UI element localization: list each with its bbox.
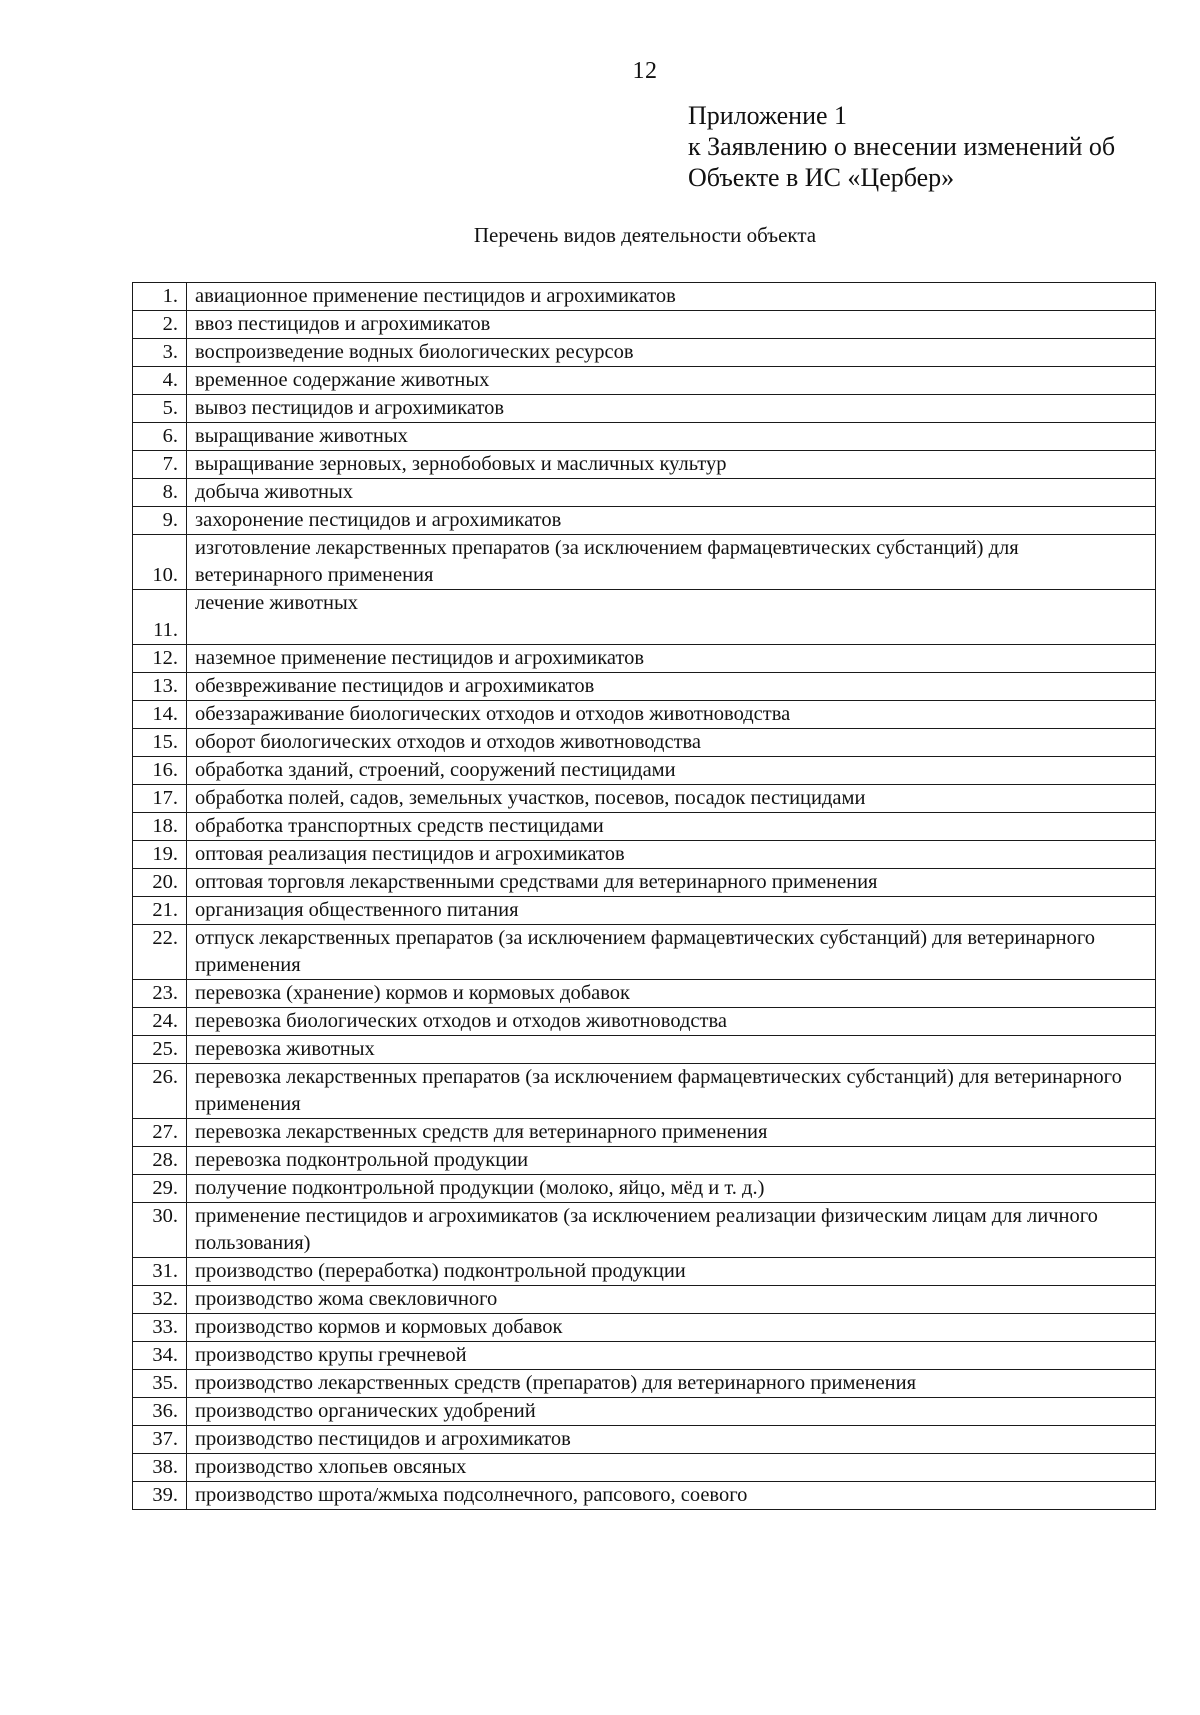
- row-number: 1.: [133, 283, 187, 311]
- row-number: 37.: [133, 1426, 187, 1454]
- activity-name: производство органических удобрений: [187, 1398, 1156, 1426]
- row-number: 22.: [133, 925, 187, 980]
- table-row: [133, 1370, 1156, 1398]
- activity-name: оптовая реализация пестицидов и агрохимикатов: [187, 841, 1156, 869]
- activity-name: организация общественного питания: [187, 897, 1156, 925]
- table-row: [133, 479, 1156, 507]
- activity-name: обработка полей, садов, земельных участков, посевов, посадок пестицидами: [187, 785, 1156, 813]
- row-number: 16.: [133, 757, 187, 785]
- row-number: 10.: [133, 535, 187, 590]
- table-row: [133, 785, 1156, 813]
- table-row: [133, 673, 1156, 701]
- activity-name: оптовая торговля лекарственными средствами для ветеринарного применения: [187, 869, 1156, 897]
- row-number: 18.: [133, 813, 187, 841]
- row-number: 36.: [133, 1398, 187, 1426]
- row-number: 27.: [133, 1119, 187, 1147]
- row-number: 34.: [133, 1342, 187, 1370]
- table-row: [133, 701, 1156, 729]
- activity-name: обезвреживание пестицидов и агрохимикатов: [187, 673, 1156, 701]
- activity-name: отпуск лекарственных препаратов (за исключением фармацевтических субстанций) для ветеринарного применения: [187, 925, 1156, 980]
- activity-name: перевозка животных: [187, 1036, 1156, 1064]
- row-number: 17.: [133, 785, 187, 813]
- row-number: 2.: [133, 311, 187, 339]
- table-row: [133, 1258, 1156, 1286]
- table-row: [133, 1036, 1156, 1064]
- activity-name: оборот биологических отходов и отходов животноводства: [187, 729, 1156, 757]
- activity-name: изготовление лекарственных препаратов (за исключением фармацевтических субстанций) для ветеринарного применения: [187, 535, 1156, 590]
- row-number: 6.: [133, 423, 187, 451]
- activity-name: перевозка биологических отходов и отходов животноводства: [187, 1008, 1156, 1036]
- row-number: 5.: [133, 395, 187, 423]
- activity-name: авиационное применение пестицидов и агрохимикатов: [187, 283, 1156, 311]
- row-number: 28.: [133, 1147, 187, 1175]
- table-row: [133, 813, 1156, 841]
- table-row: [133, 897, 1156, 925]
- activities-table-body: [133, 283, 1156, 1510]
- appendix-header: [688, 100, 1115, 193]
- row-number: 12.: [133, 645, 187, 673]
- list-title: Перечень видов деятельности объекта: [473, 223, 817, 247]
- table-row: [133, 339, 1156, 367]
- activity-name: выращивание животных: [187, 423, 1156, 451]
- table-row: [133, 1175, 1156, 1203]
- activity-name: перевозка подконтрольной продукции: [187, 1147, 1156, 1175]
- activity-name: производство хлопьев овсяных: [187, 1454, 1156, 1482]
- table-row: [133, 590, 1156, 645]
- table-row: [133, 1454, 1156, 1482]
- activity-name: получение подконтрольной продукции (молоко, яйцо, мёд и т. д.): [187, 1175, 1156, 1203]
- activity-name: перевозка лекарственных препаратов (за исключением фармацевтических субстанций) для ветеринарного применения: [187, 1064, 1156, 1119]
- activity-name: перевозка (хранение) кормов и кормовых добавок: [187, 980, 1156, 1008]
- row-number: 14.: [133, 701, 187, 729]
- activity-name: временное содержание животных: [187, 367, 1156, 395]
- table-row: [133, 1426, 1156, 1454]
- page-number: 12: [632, 58, 658, 84]
- table-row: [133, 729, 1156, 757]
- row-number: 7.: [133, 451, 187, 479]
- activity-name: производство кормов и кормовых добавок: [187, 1314, 1156, 1342]
- row-number: 24.: [133, 1008, 187, 1036]
- row-number: 25.: [133, 1036, 187, 1064]
- table-row: [133, 925, 1156, 980]
- activity-name: воспроизведение водных биологических ресурсов: [187, 339, 1156, 367]
- row-number: 23.: [133, 980, 187, 1008]
- row-number: 3.: [133, 339, 187, 367]
- table-row: [133, 367, 1156, 395]
- appendix-line-1: Приложение 1: [688, 101, 848, 130]
- table-row: [133, 980, 1156, 1008]
- table-row: [133, 1398, 1156, 1426]
- table-row: [133, 1008, 1156, 1036]
- row-number: 11.: [133, 590, 187, 645]
- appendix-line-2: к Заявлению о внесении изменений об: [688, 132, 1116, 161]
- activity-name: производство пестицидов и агрохимикатов: [187, 1426, 1156, 1454]
- row-number: 32.: [133, 1286, 187, 1314]
- table-row: [133, 1314, 1156, 1342]
- table-row: [133, 451, 1156, 479]
- activity-name: производство крупы гречневой: [187, 1342, 1156, 1370]
- activity-name: производство (переработка) подконтрольной продукции: [187, 1258, 1156, 1286]
- activity-name: применение пестицидов и агрохимикатов (за исключением реализации физическим лицам для личного пользования): [187, 1203, 1156, 1258]
- activity-name: производство лекарственных средств (препаратов) для ветеринарного применения: [187, 1370, 1156, 1398]
- table-row: [133, 1147, 1156, 1175]
- row-number: 26.: [133, 1064, 187, 1119]
- activities-table: [132, 282, 1156, 1510]
- row-number: 39.: [133, 1482, 187, 1510]
- row-number: 13.: [133, 673, 187, 701]
- row-number: 35.: [133, 1370, 187, 1398]
- table-row: [133, 841, 1156, 869]
- table-row: [133, 757, 1156, 785]
- table-row: [133, 1064, 1156, 1119]
- activity-name: обработка зданий, строений, сооружений пестицидами: [187, 757, 1156, 785]
- activity-name: лечение животных: [187, 590, 1156, 645]
- row-number: 15.: [133, 729, 187, 757]
- table-row: [133, 311, 1156, 339]
- table-row: [133, 395, 1156, 423]
- row-number: 9.: [133, 507, 187, 535]
- row-number: 31.: [133, 1258, 187, 1286]
- table-row: [133, 1119, 1156, 1147]
- table-row: [133, 283, 1156, 311]
- activity-name: обработка транспортных средств пестицидами: [187, 813, 1156, 841]
- row-number: 38.: [133, 1454, 187, 1482]
- table-row: [133, 1482, 1156, 1510]
- activity-name: добыча животных: [187, 479, 1156, 507]
- activity-name: обеззараживание биологических отходов и отходов животноводства: [187, 701, 1156, 729]
- activity-name: производство шрота/жмыха подсолнечного, рапсового, соевого: [187, 1482, 1156, 1510]
- activity-name: захоронение пестицидов и агрохимикатов: [187, 507, 1156, 535]
- row-number: 29.: [133, 1175, 187, 1203]
- table-row: [133, 1203, 1156, 1258]
- row-number: 21.: [133, 897, 187, 925]
- row-number: 30.: [133, 1203, 187, 1258]
- row-number: 19.: [133, 841, 187, 869]
- row-number: 8.: [133, 479, 187, 507]
- table-row: [133, 507, 1156, 535]
- table-row: [133, 869, 1156, 897]
- activity-name: перевозка лекарственных средств для ветеринарного применения: [187, 1119, 1156, 1147]
- table-row: [133, 1286, 1156, 1314]
- table-row: [133, 423, 1156, 451]
- table-row: [133, 645, 1156, 673]
- activity-name: вывоз пестицидов и агрохимикатов: [187, 395, 1156, 423]
- row-number: 20.: [133, 869, 187, 897]
- row-number: 4.: [133, 367, 187, 395]
- row-number: 33.: [133, 1314, 187, 1342]
- table-row: [133, 1342, 1156, 1370]
- activity-name: выращивание зерновых, зернобобовых и масличных культур: [187, 451, 1156, 479]
- activity-name: ввоз пестицидов и агрохимикатов: [187, 311, 1156, 339]
- table-row: [133, 535, 1156, 590]
- appendix-line-3: Объекте в ИС «Цербер»: [688, 163, 955, 192]
- activity-name: наземное применение пестицидов и агрохимикатов: [187, 645, 1156, 673]
- activity-name: производство жома свекловичного: [187, 1286, 1156, 1314]
